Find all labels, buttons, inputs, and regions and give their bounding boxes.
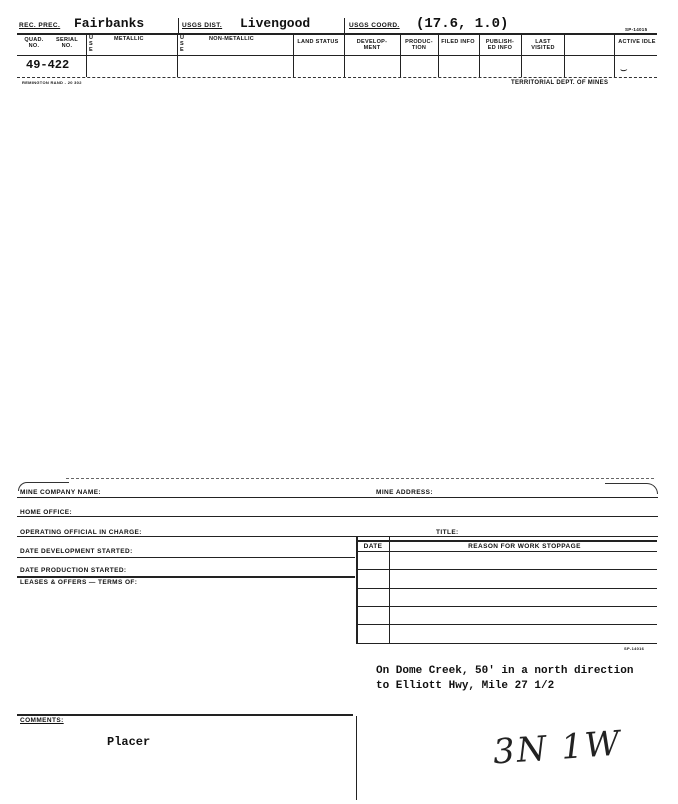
col-divider bbox=[177, 33, 178, 77]
card-edge bbox=[66, 478, 654, 479]
comments-rule bbox=[17, 714, 353, 716]
col-divider bbox=[521, 33, 522, 77]
form-number: SP-14015 bbox=[625, 27, 648, 32]
usgs-coord-value: (17.6, 1.0) bbox=[416, 16, 509, 32]
row-rule bbox=[17, 557, 355, 558]
location-line-2: to Elliott Hwy, Mile 27 1/2 bbox=[376, 680, 555, 692]
table-row-rule bbox=[356, 588, 657, 589]
table-top-rule bbox=[356, 540, 657, 542]
col-use-1: U S E bbox=[89, 35, 94, 53]
checkmark-icon: ⌣ bbox=[619, 62, 627, 76]
mine-address-label: MINE ADDRESS: bbox=[376, 489, 433, 496]
home-office-label: HOME OFFICE: bbox=[20, 509, 73, 516]
back-form-number: SP-14016 bbox=[624, 646, 645, 651]
reason-column-header: REASON FOR WORK STOPPAGE bbox=[468, 543, 581, 550]
date-column-header: DATE bbox=[363, 543, 383, 550]
column-header-rule bbox=[17, 55, 657, 56]
col-active-idle: ACTIVE IDLE bbox=[618, 39, 656, 45]
row-rule bbox=[17, 497, 658, 498]
comments-value: Placer bbox=[107, 735, 151, 749]
usgs-dist-label: USGS DIST. bbox=[182, 22, 223, 29]
table-col-divider bbox=[389, 537, 390, 644]
bottom-divider bbox=[356, 716, 357, 800]
quad-serial-value: 49-422 bbox=[26, 58, 70, 72]
table-row-rule bbox=[356, 643, 657, 644]
col-divider bbox=[479, 33, 480, 77]
table-row-rule bbox=[356, 569, 657, 570]
table-border-left bbox=[356, 537, 358, 644]
col-land-status: LAND STATUS bbox=[297, 39, 339, 45]
comments-label: COMMENTS: bbox=[20, 717, 64, 724]
col-divider bbox=[86, 33, 87, 77]
header-divider bbox=[344, 18, 345, 34]
mine-company-name-label: MINE COMPANY NAME: bbox=[20, 489, 101, 496]
header-divider bbox=[178, 18, 179, 34]
usgs-dist-value: Livengood bbox=[240, 16, 311, 31]
date-production-label: DATE PRODUCTION STARTED: bbox=[20, 567, 127, 574]
col-divider bbox=[564, 33, 565, 77]
col-divider bbox=[614, 33, 615, 77]
table-header-rule bbox=[356, 551, 657, 552]
card-corner-right bbox=[605, 483, 658, 494]
col-development: DEVELOP- MENT bbox=[356, 39, 388, 51]
usgs-coord-label: USGS COORD. bbox=[349, 22, 400, 29]
handwritten-note: 3N 1W bbox=[491, 723, 624, 773]
col-production: PRODUC- TION bbox=[405, 39, 433, 51]
col-filed-info: FILED INFO bbox=[441, 39, 475, 45]
col-use-2: U S E bbox=[180, 35, 185, 53]
title-label: TITLE: bbox=[436, 529, 459, 536]
table-row-rule bbox=[356, 624, 657, 625]
row-rule bbox=[17, 516, 658, 517]
dept-imprint: TERRITORIAL DEPT. OF MINES bbox=[511, 80, 609, 86]
col-last-visited: LAST VISITED bbox=[531, 39, 555, 51]
rec-prec-value: Fairbanks bbox=[74, 16, 145, 31]
rec-prec-label: REC. PREC. bbox=[19, 22, 61, 29]
location-line-1: On Dome Creek, 50' in a north direction bbox=[376, 665, 634, 677]
col-published-info: PUBLISH- ED INFO bbox=[485, 39, 515, 51]
header-rule bbox=[17, 33, 657, 35]
record-bottom-rule bbox=[17, 77, 657, 78]
col-divider bbox=[438, 33, 439, 77]
col-metallic: METALLIC bbox=[114, 36, 144, 42]
col-quad-no: QUAD. NO. bbox=[24, 37, 44, 49]
remington-imprint: REMINGTON RAND - 20 302 bbox=[22, 80, 82, 85]
row-rule bbox=[17, 536, 658, 537]
col-divider bbox=[344, 33, 345, 77]
col-divider bbox=[400, 33, 401, 77]
operating-official-label: OPERATING OFFICIAL IN CHARGE: bbox=[20, 529, 142, 536]
col-non-metallic: NON-METALLIC bbox=[209, 36, 255, 42]
row-rule bbox=[17, 576, 355, 578]
date-development-label: DATE DEVELOPMENT STARTED: bbox=[20, 548, 133, 555]
col-divider bbox=[293, 33, 294, 77]
leases-label: LEASES & OFFERS — TERMS OF: bbox=[20, 579, 138, 586]
location-description bbox=[376, 664, 633, 694]
table-row-rule bbox=[356, 606, 657, 607]
col-serial-no: SERIAL NO. bbox=[56, 37, 78, 49]
